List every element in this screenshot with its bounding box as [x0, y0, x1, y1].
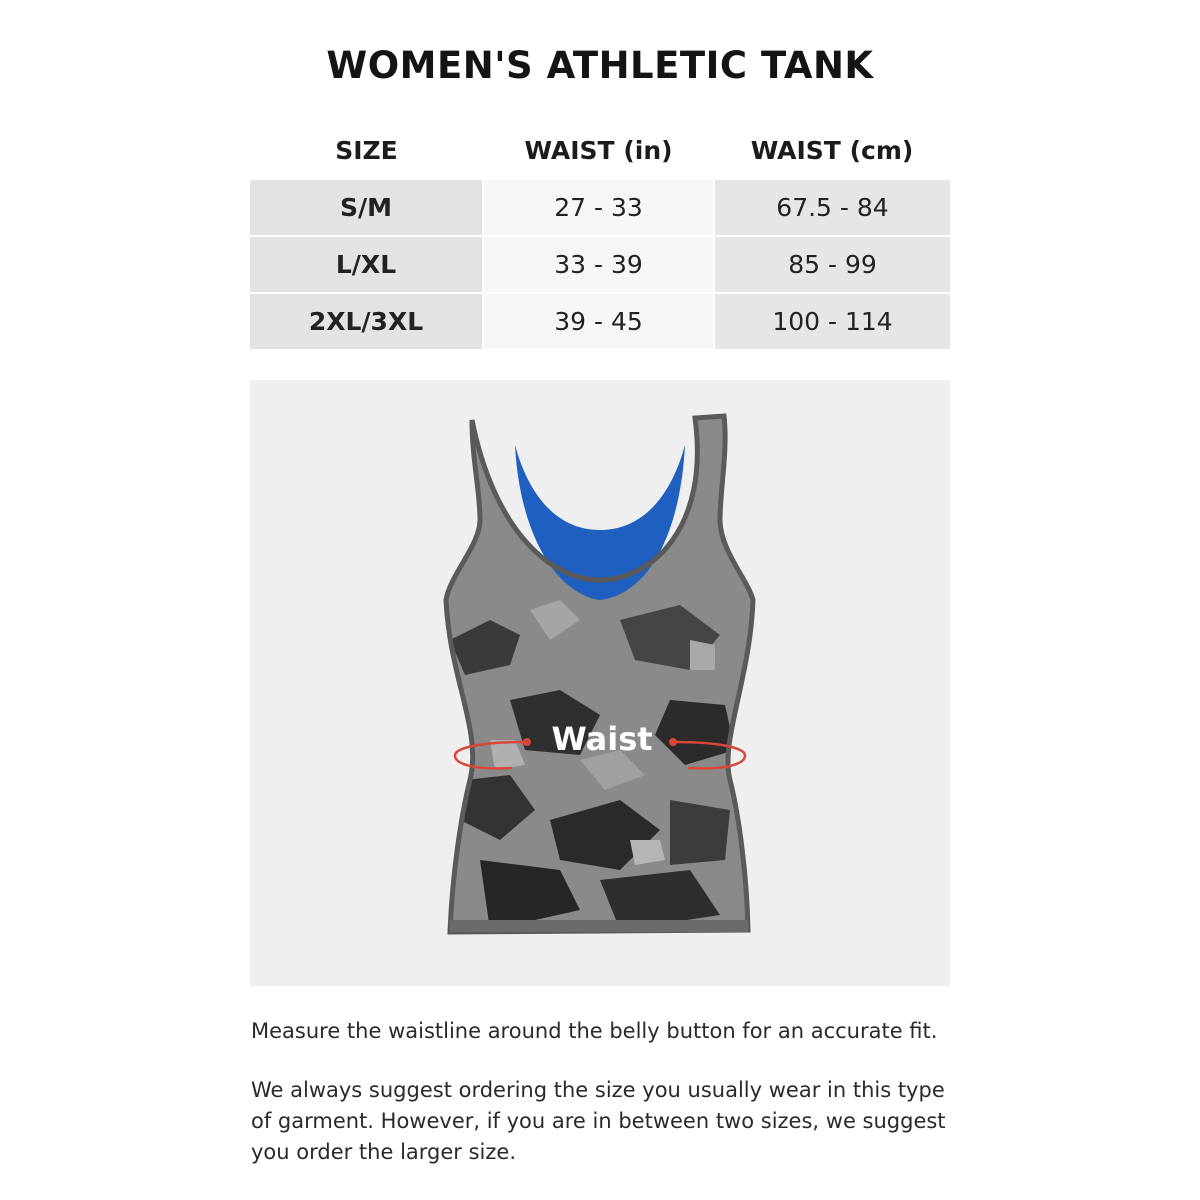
tank-illustration-panel	[250, 380, 950, 986]
header-size: SIZE	[250, 122, 483, 179]
table-row	[250, 293, 950, 349]
table-row	[250, 236, 950, 293]
waist-label: Waist	[551, 720, 653, 758]
header-waist-cm: WAIST (cm)	[714, 122, 950, 179]
tank-body	[430, 400, 770, 960]
size-cell: 2XL/3XL	[250, 293, 483, 349]
size-chart-table	[250, 122, 950, 349]
waist-cm-cell: 85 - 99	[714, 236, 950, 293]
table-row	[250, 179, 950, 236]
size-cell: L/XL	[250, 236, 483, 293]
waist-in-cell: 39 - 45	[483, 293, 714, 349]
table-header-row	[250, 122, 950, 179]
page-title: WOMEN'S ATHLETIC TANK	[326, 44, 874, 87]
header-waist-in: WAIST (in)	[483, 122, 714, 179]
tank-hem	[450, 920, 748, 932]
measure-instruction: Measure the waistline around the belly button for an accurate fit.	[251, 1019, 938, 1043]
tank-illustration	[250, 380, 950, 986]
waist-cm-cell: 100 - 114	[714, 293, 950, 349]
size-cell: S/M	[250, 179, 483, 236]
waist-in-cell: 33 - 39	[483, 236, 714, 293]
sizing-advice: We always suggest ordering the size you usually wear in this type of garment. However, if you are in between two sizes, we suggest you order the larger size.	[251, 1078, 946, 1164]
waist-cm-cell: 67.5 - 84	[714, 179, 950, 236]
waist-in-cell: 27 - 33	[483, 179, 714, 236]
